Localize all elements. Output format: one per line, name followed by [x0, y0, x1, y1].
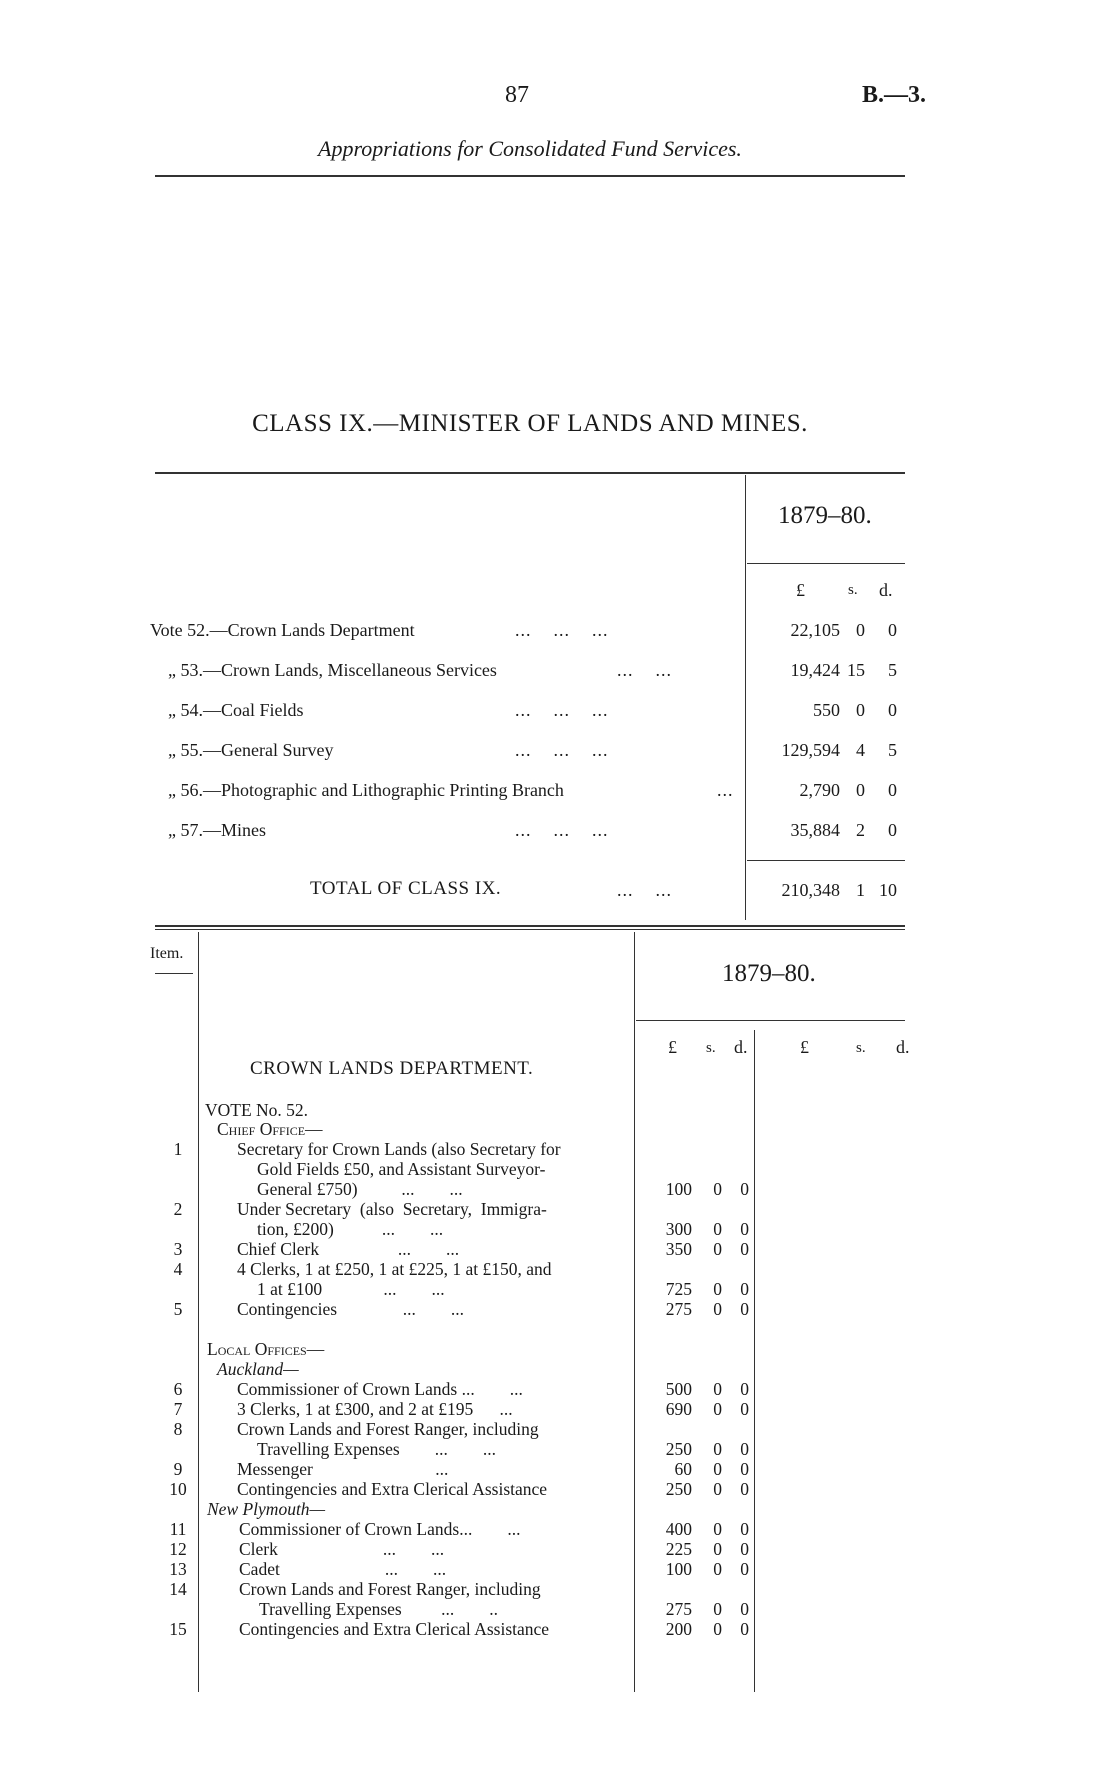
vote-53-pounds: 19,424: [790, 660, 840, 680]
item-pounds: 275: [665, 1599, 692, 1619]
item-line: Contingencies and Extra Clerical Assistance: [239, 1619, 550, 1639]
summary-col-pounds: £: [796, 580, 805, 600]
item-number: 8: [173, 1419, 183, 1439]
item-pence: 0: [740, 1439, 749, 1459]
item-description: [237, 1239, 459, 1259]
running-title: Appropriations for Consolidated Fund Services.: [318, 136, 742, 161]
item-pounds: 225: [665, 1539, 692, 1559]
item-pounds: 100: [665, 1559, 692, 1579]
detail-col-pounds-right: £: [800, 1037, 809, 1057]
detail-col-pounds-left: £: [668, 1037, 677, 1057]
vote-53-dots: ... ...: [617, 660, 672, 680]
document-reference: B.—3.: [862, 82, 927, 108]
header-rule: [155, 175, 905, 177]
item-line: Gold Fields £50, and Assistant Surveyor-: [257, 1159, 546, 1179]
vote-55-pence: 5: [888, 740, 897, 760]
item-pence: 0: [740, 1459, 749, 1479]
item-description: [239, 1539, 444, 1559]
summary-year-rule: [747, 563, 905, 564]
item-pence: 0: [740, 1599, 749, 1619]
item-pounds: 300: [665, 1219, 692, 1239]
vote-54-dots: ... ... ...: [515, 700, 609, 720]
vote-57-dots: ... ... ...: [515, 820, 609, 840]
item-shillings: 0: [713, 1479, 722, 1499]
item-description: [237, 1259, 551, 1299]
item-shillings: 0: [713, 1179, 722, 1199]
item-line: Travelling Expenses ... ..: [259, 1599, 498, 1619]
new-plymouth-heading: New Plymouth—: [207, 1499, 326, 1519]
item-pence: 0: [740, 1539, 749, 1559]
item-pence: 0: [740, 1479, 749, 1499]
item-number: 1: [173, 1139, 183, 1159]
item-pence: 0: [740, 1239, 749, 1259]
vote-number: VOTE No. 52.: [205, 1100, 309, 1120]
item-line: 4 Clerks, 1 at £250, 1 at £225, 1 at £150, and: [237, 1259, 552, 1279]
vote-53-pence: 5: [888, 660, 897, 680]
item-description: [239, 1559, 446, 1579]
item-line: Under Secretary (also Secretary, Immigra-: [237, 1199, 547, 1219]
vote-52-pounds: 22,105: [790, 620, 840, 640]
item-pence: 0: [740, 1619, 749, 1639]
vote-56-pence: 0: [888, 780, 897, 800]
local-offices-heading: Local Offices—: [207, 1339, 325, 1359]
item-number: 12: [169, 1539, 187, 1559]
item-description: [239, 1579, 541, 1619]
detail-year-header: 1879–80.: [722, 960, 816, 987]
item-line: Travelling Expenses ... ...: [257, 1439, 496, 1459]
vote-54-pounds: 550: [813, 700, 840, 720]
item-line: Messenger ...: [237, 1459, 449, 1479]
item-description: [237, 1419, 539, 1459]
total-dots: ... ...: [617, 880, 672, 900]
vote-57-label: „ 57.—Mines: [168, 820, 266, 840]
item-description: [237, 1399, 513, 1419]
item-shillings: 0: [713, 1539, 722, 1559]
item-pounds: 100: [665, 1179, 692, 1199]
item-number: 3: [173, 1239, 183, 1259]
item-description: [237, 1139, 561, 1199]
item-number: 6: [173, 1379, 183, 1399]
item-shillings: 0: [713, 1519, 722, 1539]
vote-55-dots: ... ... ...: [515, 740, 609, 760]
item-pence: 0: [740, 1219, 749, 1239]
detail-col-shillings-left: s.: [706, 1040, 716, 1056]
item-shillings: 0: [713, 1379, 722, 1399]
item-line: Crown Lands and Forest Ranger, including: [237, 1419, 539, 1439]
item-number: 4: [173, 1259, 183, 1279]
item-line: Contingencies and Extra Clerical Assistance: [237, 1479, 548, 1499]
item-pence: 0: [740, 1519, 749, 1539]
item-line: Chief Clerk ... ...: [237, 1239, 460, 1259]
item-pounds: 250: [665, 1479, 692, 1499]
total-shillings: 1: [856, 880, 865, 900]
vote-57-pence: 0: [888, 820, 897, 840]
summary-col-pence: d.: [879, 580, 893, 600]
vote-52-dots: ... ... ...: [515, 620, 609, 640]
vote-56-shillings: 0: [856, 780, 865, 800]
vote-52-shillings: 0: [856, 620, 865, 640]
detail-top-rule: [155, 925, 905, 927]
item-number: 7: [173, 1399, 183, 1419]
item-pounds: 60: [674, 1459, 692, 1479]
item-shillings: 0: [713, 1439, 722, 1459]
item-description: [239, 1519, 520, 1539]
detail-col-shillings-right: s.: [856, 1040, 866, 1056]
vote-54-shillings: 0: [856, 700, 865, 720]
item-number: 15: [169, 1619, 187, 1639]
item-number: 11: [169, 1519, 187, 1539]
item-number: 13: [169, 1559, 187, 1579]
item-line: Commissioner of Crown Lands... ...: [239, 1519, 521, 1539]
item-description: [237, 1459, 448, 1479]
summary-year-header: 1879–80.: [778, 502, 872, 529]
vote-53-shillings: 15: [847, 660, 865, 680]
total-pounds: 210,348: [781, 880, 840, 900]
item-number: 9: [173, 1459, 183, 1479]
total-rule: [747, 860, 905, 861]
class-heading: CLASS IX.—MINISTER OF LANDS AND MINES.: [252, 410, 808, 437]
item-number: 10: [169, 1479, 187, 1499]
item-column-divider: [198, 932, 199, 1692]
summary-col-shillings: s.: [848, 582, 858, 598]
vote-56-pounds: 2,790: [799, 780, 840, 800]
item-pounds: 200: [665, 1619, 692, 1639]
vote-52-pence: 0: [888, 620, 897, 640]
item-line: Crown Lands and Forest Ranger, including: [239, 1579, 541, 1599]
vote-56-dots: ...: [717, 780, 734, 800]
pence-right-divider: [754, 1030, 755, 1692]
vote-57-pounds: 35,884: [790, 820, 840, 840]
item-line: Contingencies ... ...: [237, 1299, 464, 1319]
item-shillings: 0: [713, 1279, 722, 1299]
item-pounds: 250: [665, 1439, 692, 1459]
item-line: tion, £200) ... ...: [257, 1219, 444, 1239]
item-pounds: 690: [665, 1399, 692, 1419]
vote-52-label: Vote 52.—Crown Lands Department: [150, 620, 415, 640]
vote-57-shillings: 2: [856, 820, 865, 840]
vote-56-label: „ 56.—Photographic and Lithographic Printing Branch: [168, 780, 564, 800]
page-number: 87: [505, 82, 529, 108]
item-description: [237, 1379, 523, 1399]
item-shillings: 0: [713, 1619, 722, 1639]
item-pence: 0: [740, 1559, 749, 1579]
vote-55-shillings: 4: [856, 740, 865, 760]
vote-53-label: „ 53.—Crown Lands, Miscellaneous Services: [168, 660, 497, 680]
item-pounds: 400: [665, 1519, 692, 1539]
summary-top-rule: [155, 472, 905, 474]
item-pence: 0: [740, 1399, 749, 1419]
item-line: Cadet ... ...: [239, 1559, 447, 1579]
item-column-header: Item.: [150, 945, 184, 962]
total-pence: 10: [879, 880, 897, 900]
item-pence: 0: [740, 1279, 749, 1299]
item-number: 2: [173, 1199, 183, 1219]
chief-office-heading: Chief Office—: [217, 1119, 323, 1139]
item-shillings: 0: [713, 1399, 722, 1419]
vote-54-pence: 0: [888, 700, 897, 720]
item-description: [239, 1619, 549, 1639]
item-shillings: 0: [713, 1599, 722, 1619]
detail-year-rule: [636, 1020, 905, 1021]
item-pounds: 275: [665, 1299, 692, 1319]
item-shillings: 0: [713, 1219, 722, 1239]
item-line: Commissioner of Crown Lands ... ...: [237, 1379, 523, 1399]
item-number: 5: [173, 1299, 183, 1319]
item-shillings: 0: [713, 1239, 722, 1259]
item-pounds: 350: [665, 1239, 692, 1259]
amount-column-divider: [634, 932, 635, 1692]
summary-column-divider: [745, 475, 746, 920]
item-shillings: 0: [713, 1559, 722, 1579]
item-line: Clerk ... ...: [239, 1539, 445, 1559]
item-description: [237, 1299, 464, 1319]
item-line: Secretary for Crown Lands (also Secretary for: [237, 1139, 561, 1159]
detail-col-pence-left: d.: [734, 1037, 748, 1057]
item-pence: 0: [740, 1179, 749, 1199]
item-pence: 0: [740, 1379, 749, 1399]
auckland-heading: Auckland—: [217, 1359, 299, 1379]
department-heading: CROWN LANDS DEPARTMENT.: [250, 1058, 534, 1079]
item-line: General £750) ... ...: [257, 1179, 463, 1199]
vote-55-label: „ 55.—General Survey: [168, 740, 334, 760]
total-label: TOTAL OF CLASS IX.: [310, 878, 502, 899]
detail-top-rule-2: [155, 929, 905, 930]
vote-55-pounds: 129,594: [781, 740, 840, 760]
item-number: 14: [169, 1579, 187, 1599]
item-shillings: 0: [713, 1299, 722, 1319]
item-shillings: 0: [713, 1459, 722, 1479]
vote-54-label: „ 54.—Coal Fields: [168, 700, 304, 720]
item-line: 1 at £100 ... ...: [257, 1279, 445, 1299]
item-description: [237, 1199, 547, 1239]
item-line: 3 Clerks, 1 at £300, and 2 at £195 ...: [237, 1399, 513, 1419]
detail-col-pence-right: d.: [896, 1037, 910, 1057]
item-description: [237, 1479, 547, 1499]
item-pounds: 500: [665, 1379, 692, 1399]
item-pence: 0: [740, 1299, 749, 1319]
item-pounds: 725: [665, 1279, 692, 1299]
item-header-rule: [155, 973, 193, 974]
